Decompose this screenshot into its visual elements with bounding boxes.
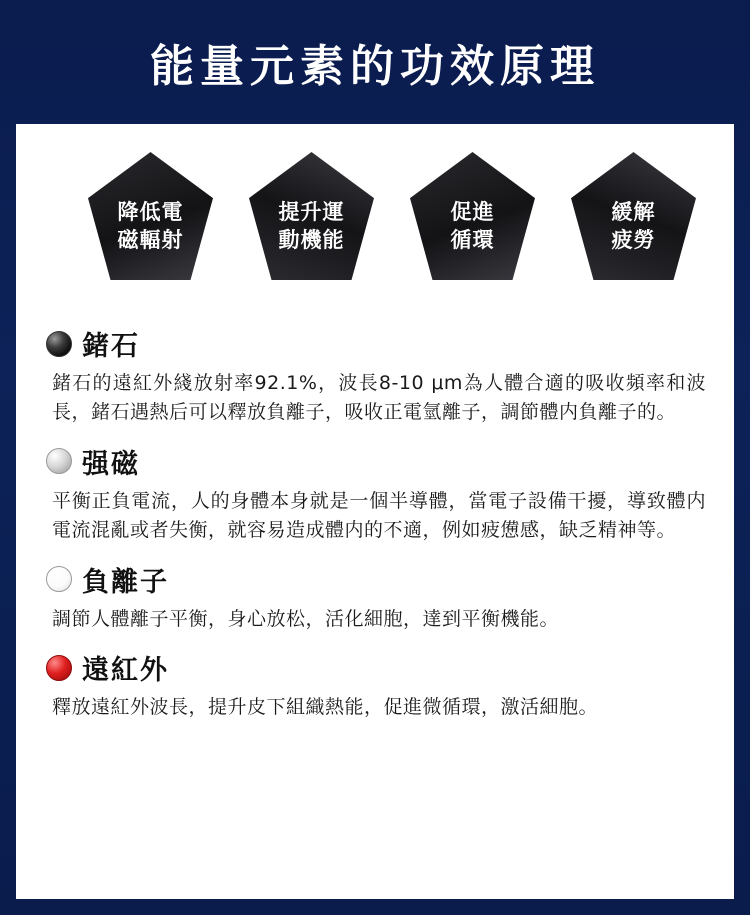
feature-title: 遠紅外 [82,655,169,687]
feature-section-far-infrared [46,648,706,722]
feature-body: 平衡正負電流，人的身體本身就是一個半導體，當電子設備干擾，導致體内電流混亂或者失衡，就容易造成體内的不適，例如疲憊感，缺乏精神等。 [52,489,706,542]
benefit-badge-text [410,152,535,280]
feature-title: 鍺石 [82,331,140,362]
feature-title: 負離子 [82,566,169,598]
poster-header [0,0,750,124]
benefit-badge [88,152,213,280]
black-bead-icon [46,331,72,357]
benefit-badge-row [38,146,712,306]
benefit-badge [249,152,374,280]
gray-bead-icon [46,448,72,474]
benefit-badge-line2: 循環 [450,228,495,252]
benefit-badge-line2: 磁輻射 [117,228,184,252]
benefit-badge-line1: 提升運 [278,199,345,224]
red-bead-icon [46,655,72,681]
feature-section-strong-magnet [46,442,706,546]
feature-section-negative-ion [46,560,706,634]
content-card [16,124,734,899]
benefit-badge [410,152,535,280]
benefit-badge-text [88,152,213,280]
feature-section-list [38,306,712,723]
feature-section-header [46,442,706,481]
benefit-badge-line2: 動機能 [278,228,345,252]
feature-body: 調節人體離子平衡，身心放松，活化細胞，達到平衡機能。 [52,607,560,630]
feature-section-header [46,648,706,687]
benefit-badge [571,152,696,280]
feature-body: 釋放遠紅外波長，提升皮下組織熱能，促進微循環，激活細胞。 [52,696,599,719]
benefit-badge-text [249,152,374,280]
feature-section-header [46,324,706,363]
benefit-badge-line1: 促進 [450,199,495,224]
benefit-badge-line2: 疲勞 [611,228,656,252]
white-bead-icon [46,566,72,592]
feature-title: 强磁 [82,448,140,480]
feature-section-germanium [46,324,706,428]
page-title: 能量元素的功效原理 [150,41,600,92]
benefit-badge-line1: 緩解 [611,199,656,224]
benefit-badge-line1: 降低電 [117,199,184,224]
benefit-badge-text [571,152,696,280]
feature-section-header [46,560,706,599]
feature-body: 鍺石的遠紅外綫放射率92.1%，波長8-10 μm為人體合適的吸收頻率和波長，鍺石遇熱后可以釋放負離子，吸收正電氫離子，調節體内負離子的。 [52,372,706,424]
